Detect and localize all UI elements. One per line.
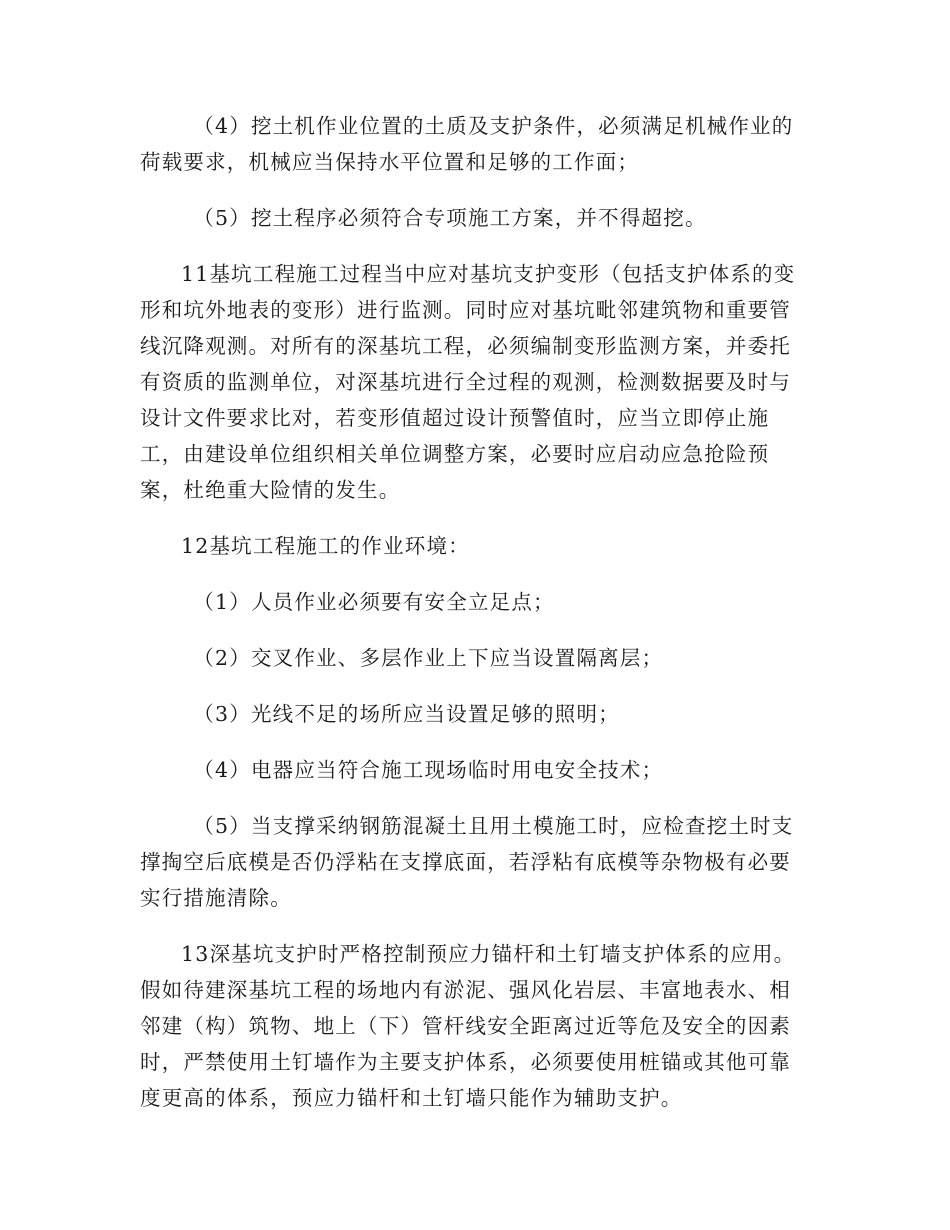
paragraph-section-11-monitoring: 11基坑工程施工过程当中应对基坑支护变形（包括支护体系的变形和坑外地表的变形）进行监测。同时应对基坑毗邻建筑物和重要管线沉降观测。对所有的深基坑工程，必须编制变形监测方案，并委托有资质的监测单位，对深基坑进行全过程的观测，检测数据要及时与设计文件要求比对，若变形值超过设计预警值时，应当立即停止施工，由建设单位组织相关单位调整方案，必要时应启动应急抢险预案，杜绝重大险情的发生。 xyxy=(140,262,796,502)
paragraph-section-13-support: 13深基坑支护时严格控制预应力锚杆和土钉墙支护体系的应用。假如待建深基坑工程的场地内有淤泥、强风化岩层、丰富地表水、相邻建（构）筑物、地上（下）管杆线安全距离过近等危及安全的因素时，严禁使用土钉墙作为主要支护体系，必须要使用桩锚或其他可靠度更高的体系，预应力锚杆和土钉墙只能作为辅助支护。 xyxy=(140,942,796,1110)
paragraph-section-12-heading: 12基坑工程施工的作业环境： xyxy=(181,534,470,558)
paragraph-item-5-formwork: （5）当支撑采纳钢筋混凝土且用土模施工时，应检查挖土时支撑掏空后底模是否仍浮粘在支撑底面，若浮粘有底模等杂物极有必要实行措施清除。 xyxy=(140,814,794,910)
document-body xyxy=(140,108,800,1136)
paragraph-item-4-excavator: （4）挖土机作业位置的土质及支护条件，必须满足机械作业的荷载要求，机械应当保持水平位置和足够的工作面； xyxy=(140,114,794,174)
paragraph-item-5-excavation-procedure: （5）挖土程序必须符合专项施工方案，并不得超挖。 xyxy=(193,206,707,230)
paragraph-item-3-lighting: （3）光线不足的场所应当设置足够的照明； xyxy=(193,702,620,726)
paragraph-item-1-footing: （1）人员作业必须要有安全立足点； xyxy=(193,590,555,614)
paragraph-item-2-isolation: （2）交叉作业、多层作业上下应当设置隔离层； xyxy=(193,646,664,670)
paragraph-item-4-electrical: （4）电器应当符合施工现场临时用电安全技术； xyxy=(193,758,664,782)
